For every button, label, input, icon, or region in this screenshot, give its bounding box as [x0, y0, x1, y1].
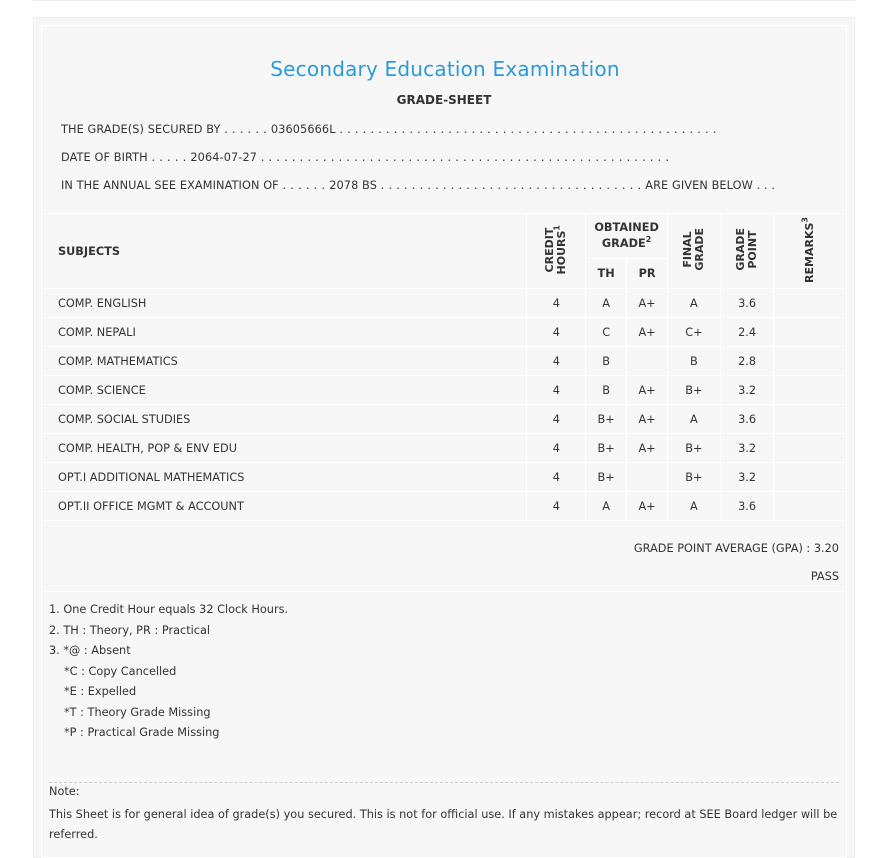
final-grade-cell: A — [668, 289, 721, 318]
practical-grade-cell: A+ — [627, 289, 668, 318]
practical-grade-cell: A+ — [627, 376, 668, 405]
final-grade-cell: C+ — [668, 318, 721, 347]
remarks-cell — [774, 289, 847, 318]
final-grade-cell: B+ — [668, 463, 721, 492]
table-row — [42, 347, 847, 376]
legend-list — [49, 600, 288, 744]
theory-grade-cell: B+ — [586, 434, 627, 463]
remarks-cell — [774, 463, 847, 492]
grade-point-cell: 3.2 — [720, 434, 774, 463]
practical-grade-cell: A+ — [627, 318, 668, 347]
remarks-cell — [774, 376, 847, 405]
grade-point-cell: 2.4 — [720, 318, 774, 347]
theory-grade-cell: B — [586, 347, 627, 376]
result-status: PASS — [810, 570, 839, 583]
legend-item: *C : Copy Cancelled — [64, 664, 177, 678]
top-divider — [33, 0, 855, 1]
legend-item: 2. TH : Theory, PR : Practical — [49, 623, 211, 637]
subject-cell: COMP. NEPALI — [42, 318, 527, 347]
final-grade-cell: B — [668, 347, 721, 376]
table-row — [42, 289, 847, 318]
table-row — [42, 405, 847, 434]
credit-hours-cell: 4 — [527, 318, 586, 347]
grade-sheet-heading: GRADE-SHEET — [396, 93, 492, 107]
table-row — [42, 376, 847, 405]
note-text: This Sheet is for general idea of grade(s) you secured. This is not for official use. If any mistakes appear; record at SEE Board ledger will be referred. — [49, 808, 838, 841]
legend-item: *T : Theory Grade Missing — [64, 705, 211, 719]
subject-cell: COMP. SCIENCE — [42, 376, 527, 405]
page-title: Secondary Education Examination — [270, 57, 620, 81]
grades-table — [41, 213, 847, 521]
secured-by-line: THE GRADE(S) SECURED BY . . . . . . 03605666L . . . . . . . . . . . . . . . . . . . . . . . . . . . . . . . . . . . . . . . . . . . . . . . . . — [61, 123, 717, 136]
theory-grade-cell: B+ — [586, 463, 627, 492]
grade-point-cell: 3.2 — [720, 463, 774, 492]
credit-hours-cell: 4 — [527, 492, 586, 521]
remarks-cell — [774, 434, 847, 463]
dob-line: DATE OF BIRTH . . . . . 2064-07-27 . . . . . . . . . . . . . . . . . . . . . . . . . . . . . . . . . . . . . . . . . . . . . . . . . . . . . — [61, 151, 670, 164]
remarks-cell — [774, 405, 847, 434]
exam-label: IN THE ANNUAL SEE EXAMINATION OF — [61, 179, 279, 192]
exam-year-value: 2078 BS — [329, 179, 377, 192]
header-practical: PR — [627, 259, 668, 289]
credit-hours-cell: 4 — [527, 434, 586, 463]
symbol-number-value: 03605666L — [270, 123, 336, 136]
table-row — [42, 318, 847, 347]
credit-hours-cell: 4 — [527, 463, 586, 492]
remarks-cell — [774, 318, 847, 347]
final-grade-cell: A — [668, 492, 721, 521]
subject-cell: OPT.II OFFICE MGMT & ACCOUNT — [42, 492, 527, 521]
final-grade-cell: B+ — [668, 376, 721, 405]
grade-point-cell: 2.8 — [720, 347, 774, 376]
summary-area — [41, 535, 847, 591]
theory-grade-cell: C — [586, 318, 627, 347]
credit-hours-cell: 4 — [527, 289, 586, 318]
subject-cell: COMP. HEALTH, POP & ENV EDU — [42, 434, 527, 463]
remarks-cell — [774, 347, 847, 376]
subject-cell: COMP. MATHEMATICS — [42, 347, 527, 376]
theory-grade-cell: B — [586, 376, 627, 405]
header-grade-point: GRADE POINT — [720, 214, 774, 289]
legend-item: *P : Practical Grade Missing — [64, 726, 220, 739]
note-divider — [49, 782, 839, 783]
gpa-text: GRADE POINT AVERAGE (GPA) : 3.20 — [633, 542, 839, 555]
secured-by-label: THE GRADE(S) SECURED BY — [61, 123, 221, 136]
header-subjects: SUBJECTS — [42, 214, 527, 289]
grade-point-cell: 3.6 — [720, 405, 774, 434]
exam-line: IN THE ANNUAL SEE EXAMINATION OF . . . . . . 2078 BS . . . . . . . . . . . . . . . . . . . . . . . . . . . . . . . . . . ARE GIVEN BELOW . . . — [61, 179, 776, 192]
header-obtained-grade: OBTAINED GRADE$^2$ — [586, 214, 668, 259]
practical-grade-cell: A+ — [627, 405, 668, 434]
theory-grade-cell: B+ — [586, 405, 627, 434]
theory-grade-cell: A — [586, 492, 627, 521]
header-remarks: REMARKS$^3$ — [774, 214, 847, 289]
subject-cell: OPT.I ADDITIONAL MATHEMATICS — [42, 463, 527, 492]
dob-value: 2064-07-27 — [190, 151, 258, 164]
legend-item: *E : Expelled — [64, 685, 137, 698]
grade-point-cell: 3.6 — [720, 289, 774, 318]
credit-hours-cell: 4 — [527, 376, 586, 405]
final-grade-cell: A — [668, 405, 721, 434]
credit-hours-cell: 4 — [527, 405, 586, 434]
theory-grade-cell: A — [586, 289, 627, 318]
legend-item: 3. *@ : Absent — [49, 644, 131, 657]
credit-hours-cell: 4 — [527, 347, 586, 376]
final-grade-cell: B+ — [668, 434, 721, 463]
practical-grade-cell — [627, 463, 668, 492]
legend-item: 1. One Credit Hour equals 32 Clock Hours. — [49, 603, 289, 616]
practical-grade-cell — [627, 347, 668, 376]
header-credit-hours: CREDIT HOURS$^1$ — [527, 214, 586, 289]
subject-cell: COMP. ENGLISH — [42, 289, 527, 318]
table-row — [42, 492, 847, 521]
header-final-grade: FINAL GRADE — [668, 214, 721, 289]
practical-grade-cell: A+ — [627, 492, 668, 521]
dob-label: DATE OF BIRTH — [61, 151, 148, 164]
note-label: Note: — [49, 785, 80, 798]
practical-grade-cell: A+ — [627, 434, 668, 463]
header-theory: TH — [586, 259, 627, 289]
summary-divider — [41, 591, 847, 592]
remarks-cell — [774, 492, 847, 521]
grade-point-cell: 3.2 — [720, 376, 774, 405]
table-row — [42, 463, 847, 492]
exam-suffix: ARE GIVEN BELOW . . . — [645, 179, 776, 192]
table-row — [42, 434, 847, 463]
subject-cell: COMP. SOCIAL STUDIES — [42, 405, 527, 434]
grade-point-cell: 3.6 — [720, 492, 774, 521]
